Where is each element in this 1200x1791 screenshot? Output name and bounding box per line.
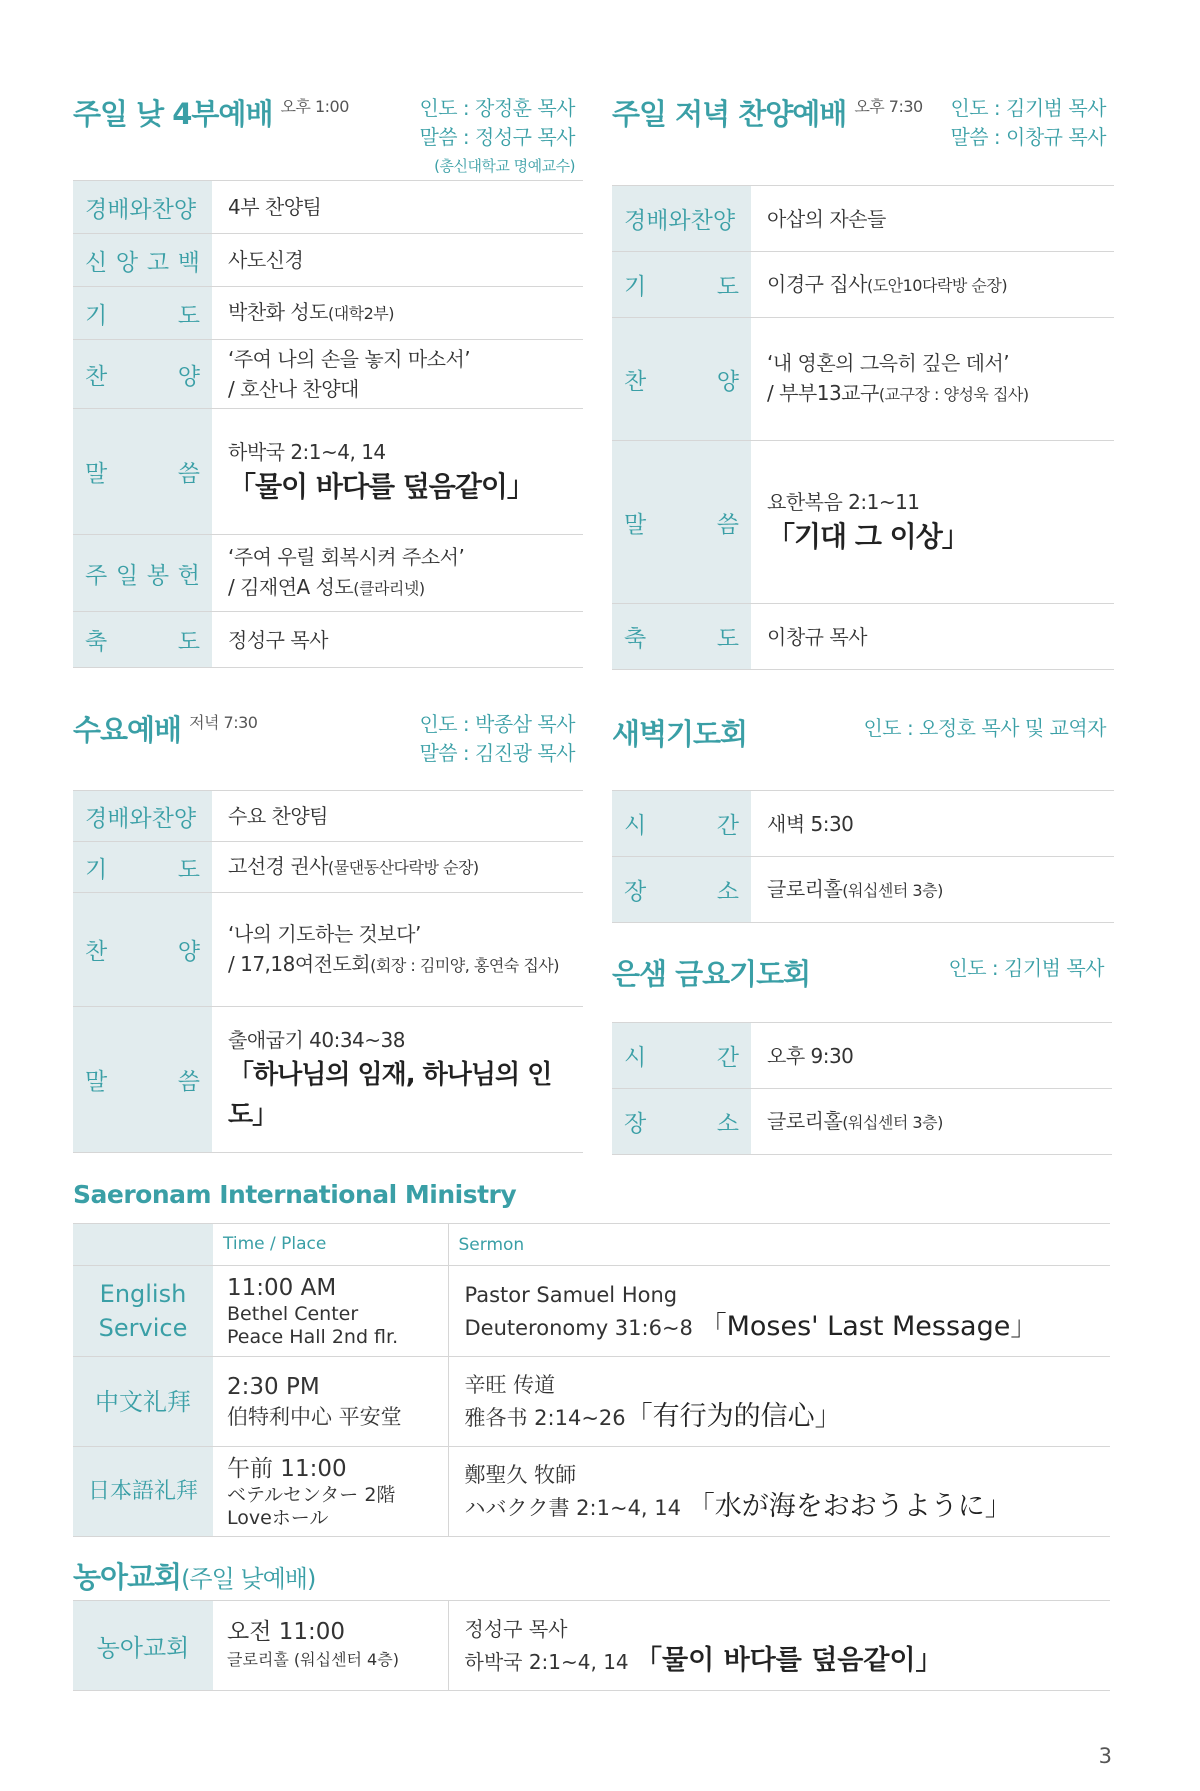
intl-ministry-table [73, 1223, 1110, 1537]
leader-info: 인도 : 박종삼 목사 말씀 : 김진광 목사 [419, 712, 575, 765]
row-value: 글로리홀(워십센터 3층) [751, 1089, 1112, 1155]
row-value: 아삽의 자손들 [751, 186, 1114, 252]
section-title: 주일 낮 4부예배 $^{오후 1:00}$ [73, 97, 349, 131]
section-wednesday [73, 708, 583, 1153]
leader-info: 인도 : 김기범 목사 말씀 : 이창규 목사 [950, 96, 1106, 149]
section-time: 저녁 7:30 [189, 713, 258, 732]
deaf-church-title: 농아교회(주일 낮예배) [73, 1560, 316, 1594]
section-friday [612, 952, 1112, 1155]
row-value: ‘주여 우릴 회복시켜 주소서’ / 김재연A 성도(클라리넷) [212, 535, 583, 612]
schedule-table: 경배와찬양 4부 찬양팀 신 앙 고 백 사도신경 기 도 박찬화 성도(대학2부) 찬 양 ‘주여 나의 손을 놓지 마소서’ / 호산나 찬양대 말 씀 하박국 2:1~4, 14 「물이 바다를 덮음같이」 주 일 봉 헌 ‘주여 우릴 회복시켜 주소서’ / 김재연A 성도(클라리넷) 축 도 정성구 목사 [73, 180, 583, 668]
row-value: 고선경 권사(물댄동산다락방 순장) [212, 842, 583, 893]
section-title: 수요예배 $^{저녁 7:30}$ [73, 713, 258, 747]
row-value: ‘내 영혼의 그윽히 깊은 데서’ / 부부13교구(교구장 : 양성욱 집사) [751, 318, 1114, 441]
schedule-table: 경배와찬양 수요 찬양팀 기 도 고선경 권사(물댄동산다락방 순장) 찬 양 ‘나의 기도하는 것보다’ / 17,18여전도회(회장 : 김미양, 홍연숙 집사) 말 씀 출애굽기 40:34~38 「하나님의 임재, 하나님의 인도」 [73, 790, 583, 1153]
intl-ministry-title: Saeronam International Ministry [73, 1180, 517, 1209]
leader-info: 인도 : 장정훈 목사 말씀 : 정성구 목사 (총신대학교 명예교수) [419, 96, 575, 175]
table-header: Time / Place Sermon [73, 1224, 1110, 1266]
row-value: 글로리홀(워십센터 3층) [751, 857, 1114, 923]
section-time: 오후 1:00 [280, 97, 349, 116]
row-value: 출애굽기 40:34~38 「하나님의 임재, 하나님의 인도」 [212, 1007, 583, 1153]
row-value: 사도신경 [212, 234, 583, 287]
schedule-table: 경배와찬양 아삽의 자손들 기 도 이경구 집사(도안10다락방 순장) 찬 양 ‘내 영혼의 그윽히 깊은 데서’ / 부부13교구(교구장 : 양성욱 집사) 말 씀 요한복음 2:1~11 「기대 그 이상」 축 도 이창규 목사 [612, 185, 1114, 670]
schedule-table: 시 간 오후 9:30 장 소 글로리홀(워십센터 3층) [612, 1022, 1112, 1155]
section-title: 은샘 금요기도회 [612, 957, 811, 991]
section-dawn [612, 712, 1114, 923]
section-title: 주일 저녁 찬양예배 $^{오후 7:30}$ [612, 97, 923, 131]
table-row: 농아교회 오전 11:00 글로리홀 (워십센터 4층) 정성구 목사 하박국 2:1~4, 14 「물이 바다를 덮음같이」 [73, 1601, 1110, 1691]
schedule-table: 시 간 새벽 5:30 장 소 글로리홀(워십센터 3층) [612, 790, 1114, 923]
table-row: 中文礼拜 2:30 PM 伯特利中心 平安堂 辛旺 传道 雅各书 2:14~26「有行为的信心」 [73, 1357, 1110, 1447]
row-value: 이경구 집사(도안10다락방 순장) [751, 252, 1114, 318]
row-value: ‘나의 기도하는 것보다’ / 17,18여전도회(회장 : 김미양, 홍연숙 집사) [212, 893, 583, 1007]
row-value: 요한복음 2:1~11 「기대 그 이상」 [751, 441, 1114, 604]
row-value: ‘주여 나의 손을 놓지 마소서’ / 호산나 찬양대 [212, 340, 583, 409]
table-row: 日本語礼拜 午前 11:00 ベテルセンター 2階 Loveホール 鄭聖久 牧師 ハバクク書 2:1~4, 14 「水が海をおおうように」 [73, 1447, 1110, 1537]
leader-info: 인도 : 오정호 목사 및 교역자 [863, 716, 1106, 740]
deaf-church-table [73, 1600, 1110, 1691]
section-sunday-evening [612, 92, 1114, 670]
row-value: 수요 찬양팀 [212, 791, 583, 842]
row-value: 하박국 2:1~4, 14 「물이 바다를 덮음같이」 [212, 409, 583, 535]
section-time: 오후 7:30 [854, 97, 923, 116]
row-value: 새벽 5:30 [751, 791, 1114, 857]
section-sunday4 [73, 92, 583, 668]
leader-info: 인도 : 김기범 목사 [948, 956, 1104, 980]
table-row: English Service 11:00 AM Bethel Center Peace Hall 2nd flr. Pastor Samuel Hong Deuteronomy 31:6~8 「Moses' Last Message」 [73, 1266, 1110, 1357]
row-value: 이창규 목사 [751, 604, 1114, 670]
row-value: 오후 9:30 [751, 1023, 1112, 1089]
row-value: 4부 찬양팀 [212, 181, 583, 234]
row-value: 정성구 목사 [212, 612, 583, 668]
page-number: 3 [1098, 1744, 1112, 1768]
row-value: 박찬화 성도(대학2부) [212, 287, 583, 340]
section-title: 새벽기도회 [612, 717, 748, 751]
